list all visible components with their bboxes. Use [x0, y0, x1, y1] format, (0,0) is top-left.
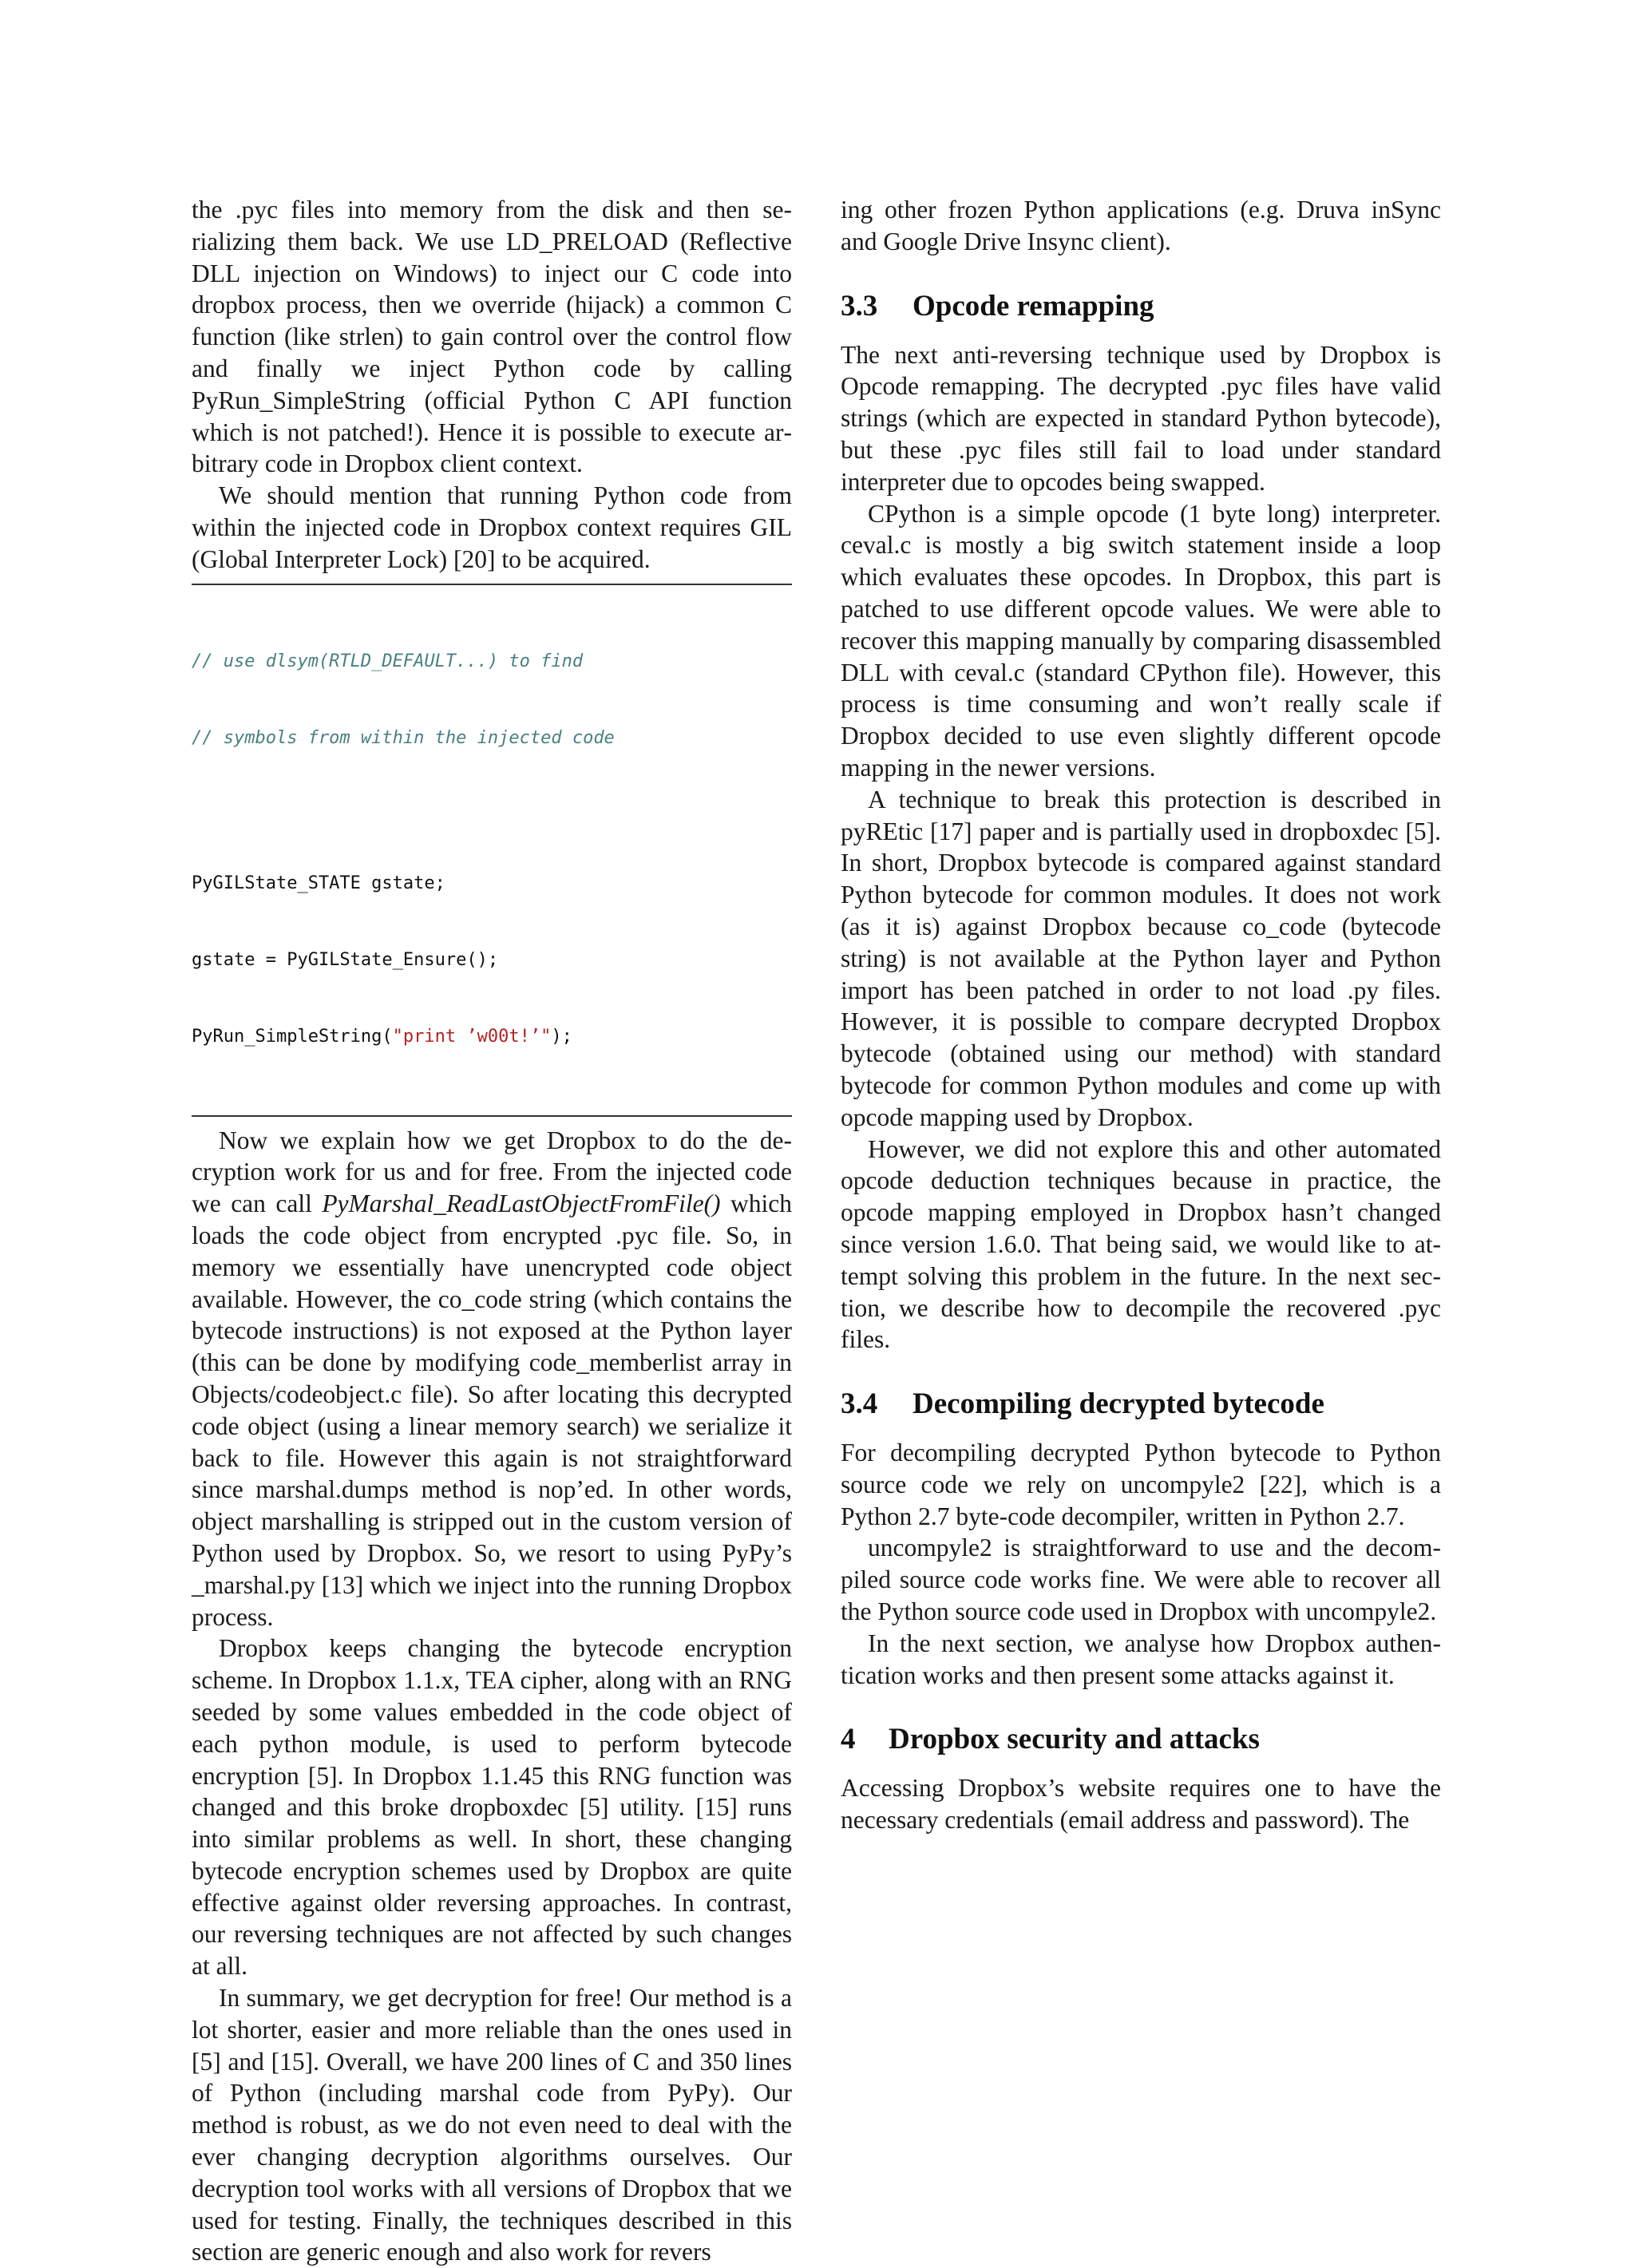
paragraph: uncompyle2 is straightforward to use and the decompiled source code works fine. We were able to recover all the Python source code used in Dropbox with uncompyle2. [841, 1534, 1441, 1626]
paragraph: ing other frozen Python applications (e.g. Druva inSync and Google Drive Insync client). [841, 196, 1441, 255]
paragraph: Accessing Dropbox’s website requires one to have the necessary credentials (email address and password). The [841, 1774, 1441, 1835]
function-name: PyMarshal_ReadLastObjectFromFile() [322, 1189, 721, 1218]
code-comment: // symbols from within the injected code [192, 727, 615, 748]
code-string-literal: "print ’w00t!’" [392, 1026, 552, 1047]
paragraph: For decompiling decrypted Python bytecode to Python source code we rely on uncompyle2 [22], which is a Python 2.7 byte-code decompiler, written in Python 2.7. [841, 1439, 1441, 1530]
code-line: gstate = PyGILState_Ensure(); [192, 949, 499, 970]
code-token: ); [551, 1026, 572, 1047]
section-title: Decompiling decrypted bytecode [913, 1387, 1324, 1421]
section-heading-3-3 [841, 288, 1441, 325]
paragraph: The next anti-reversing technique used by Dropbox is Opcode remapping. The decrypted .pyc files have valid strings (which are expected in standard Python bytecode), but these .pyc files still fail to load under standard interpreter due to opcodes being swapped. [841, 340, 1441, 496]
code-token: PyRun_SimpleString( [192, 1026, 393, 1047]
section-number: 3.4 [841, 1387, 878, 1421]
section-number: 3.3 [841, 289, 878, 323]
code-listing [192, 584, 792, 1117]
paragraph: However, we did not explore this and other automated opcode deduction techniques because in practice, the opcode mapping employed in Dropbox hasn’t changed since version 1.6.0. That being said, we would like to attempt solving this problem in the future. In the next section, we describe how to decompile the recovered .pyc files. [841, 1134, 1441, 1354]
section-title: Dropbox security and attacks [889, 1723, 1260, 1756]
right-column [841, 194, 1441, 1836]
paragraph: In summary, we get decryption for free! Our method is a lot shorter, easier and more reliable than the ones used in [5] and [15]. Overall, we have 200 lines of C and 350 lines of Python (including marshal code from PyPy). Our method is robust, as we do not even need to deal with the ever changing decryption algorithms ourselves. Our decryption tool works with all versions of Dropbox that we used for testing. Finally, the techniques described in this section are generic enough and also work for revers [192, 1984, 792, 2266]
section-title: Opcode remapping [913, 289, 1154, 323]
paragraph: In the next section, we analyse how Dropbox authentication works and then present some attacks against it. [841, 1629, 1441, 1689]
paragraph: Dropbox keeps changing the bytecode encryption scheme. In Dropbox 1.1.x, TEA cipher, along with an RNG seeded by some values embedded in the code object of each python module, is used to perform bytecode encryption [5]. In Dropbox 1.1.45 this RNG function was changed and this broke dropboxdec [5] utility. [15] runs into similar problems as well. In short, these changing bytecode encryption schemes used by Dropbox are quite effective against older reversing approaches. In contrast, our reversing techniques are not affected by such changes at all. [192, 1634, 792, 1981]
paragraph-text: which loads the code object from encrypted .pyc file. So, in memory we essentially have unencrypted code object available. However, the co_code string (which contains the bytecode instructions) is not exposed at the Python layer (this can be done by modifying code_memberlist array in Objects/codeobject.c file). So after locating this decrypted code object (using a linear memory search) we serialize it back to file. However this again is not straightforward since marshal.dumps method is nop’ed. In other words, object marshalling is stripped out in the custom version of Python used by Dropbox. So, we resort to using PyPy’s _marshal.py [13] which we inject into the running Dropbox process. [192, 1189, 792, 1631]
code-line [192, 1024, 792, 1050]
paragraph: CPython is a simple opcode (1 byte long) interpreter. ceval.c is mostly a big switch statement inside a loop which evaluates these opcodes. In Dropbox, this part is patched to use different opcode values. We were able to recover this mapping manually by comparing disassembled DLL with ceval.c (standard CPython file). However, this process is time consuming and won’t really scale if Dropbox decided to use even slightly different opcode mapping in the newer versions. [841, 499, 1441, 782]
paragraph: We should mention that running Python code from within the injected code in Dropbox context requires GIL (Global Interpreter Lock) [20] to be acquired. [192, 481, 792, 573]
code-line: PyGILState_STATE gstate; [192, 873, 445, 893]
paragraph-text: Now we explain how we get Dropbox to do the decryption work for us and for free. From the injected code we can call [192, 1126, 792, 1218]
code-blank-line [192, 802, 792, 820]
paragraph [192, 1125, 792, 1633]
section-number: 4 [841, 1723, 856, 1756]
paragraph: the .pyc files into memory from the disk and then serializing them back. We use LD_PRELOAD (Reflective DLL injection on Windows) to inject our C code into dropbox process, then we override (hijack) a common C function (like strlen) to gain control over the control flow and finally we inject Python code by calling PyRun_SimpleString (official Python C API function which is not patched!). Hence it is possible to execute arbitrary code in Dropbox client context. [192, 196, 792, 478]
paragraph: A technique to break this protection is described in pyREtic [17] paper and is partially used in dropboxdec [5]. In short, Dropbox bytecode is compared against standard Python bytecode for common modules. It does not work (as it is) against Dropbox because co_code (bytecode string) is not available at the Python layer and Python import has been patched in order to not load .py files. However, it is possible to compare decrypted Dropbox bytecode (obtained using our method) with standard bytecode for common Python modules and come up with opcode mapping used by Dropbox. [841, 785, 1441, 1131]
left-column [192, 194, 792, 2268]
code-comment: // use dlsym(RTLD_DEFAULT...) to find [192, 651, 584, 671]
section-heading-3-4 [841, 1386, 1441, 1423]
section-heading-4 [841, 1721, 1441, 1758]
